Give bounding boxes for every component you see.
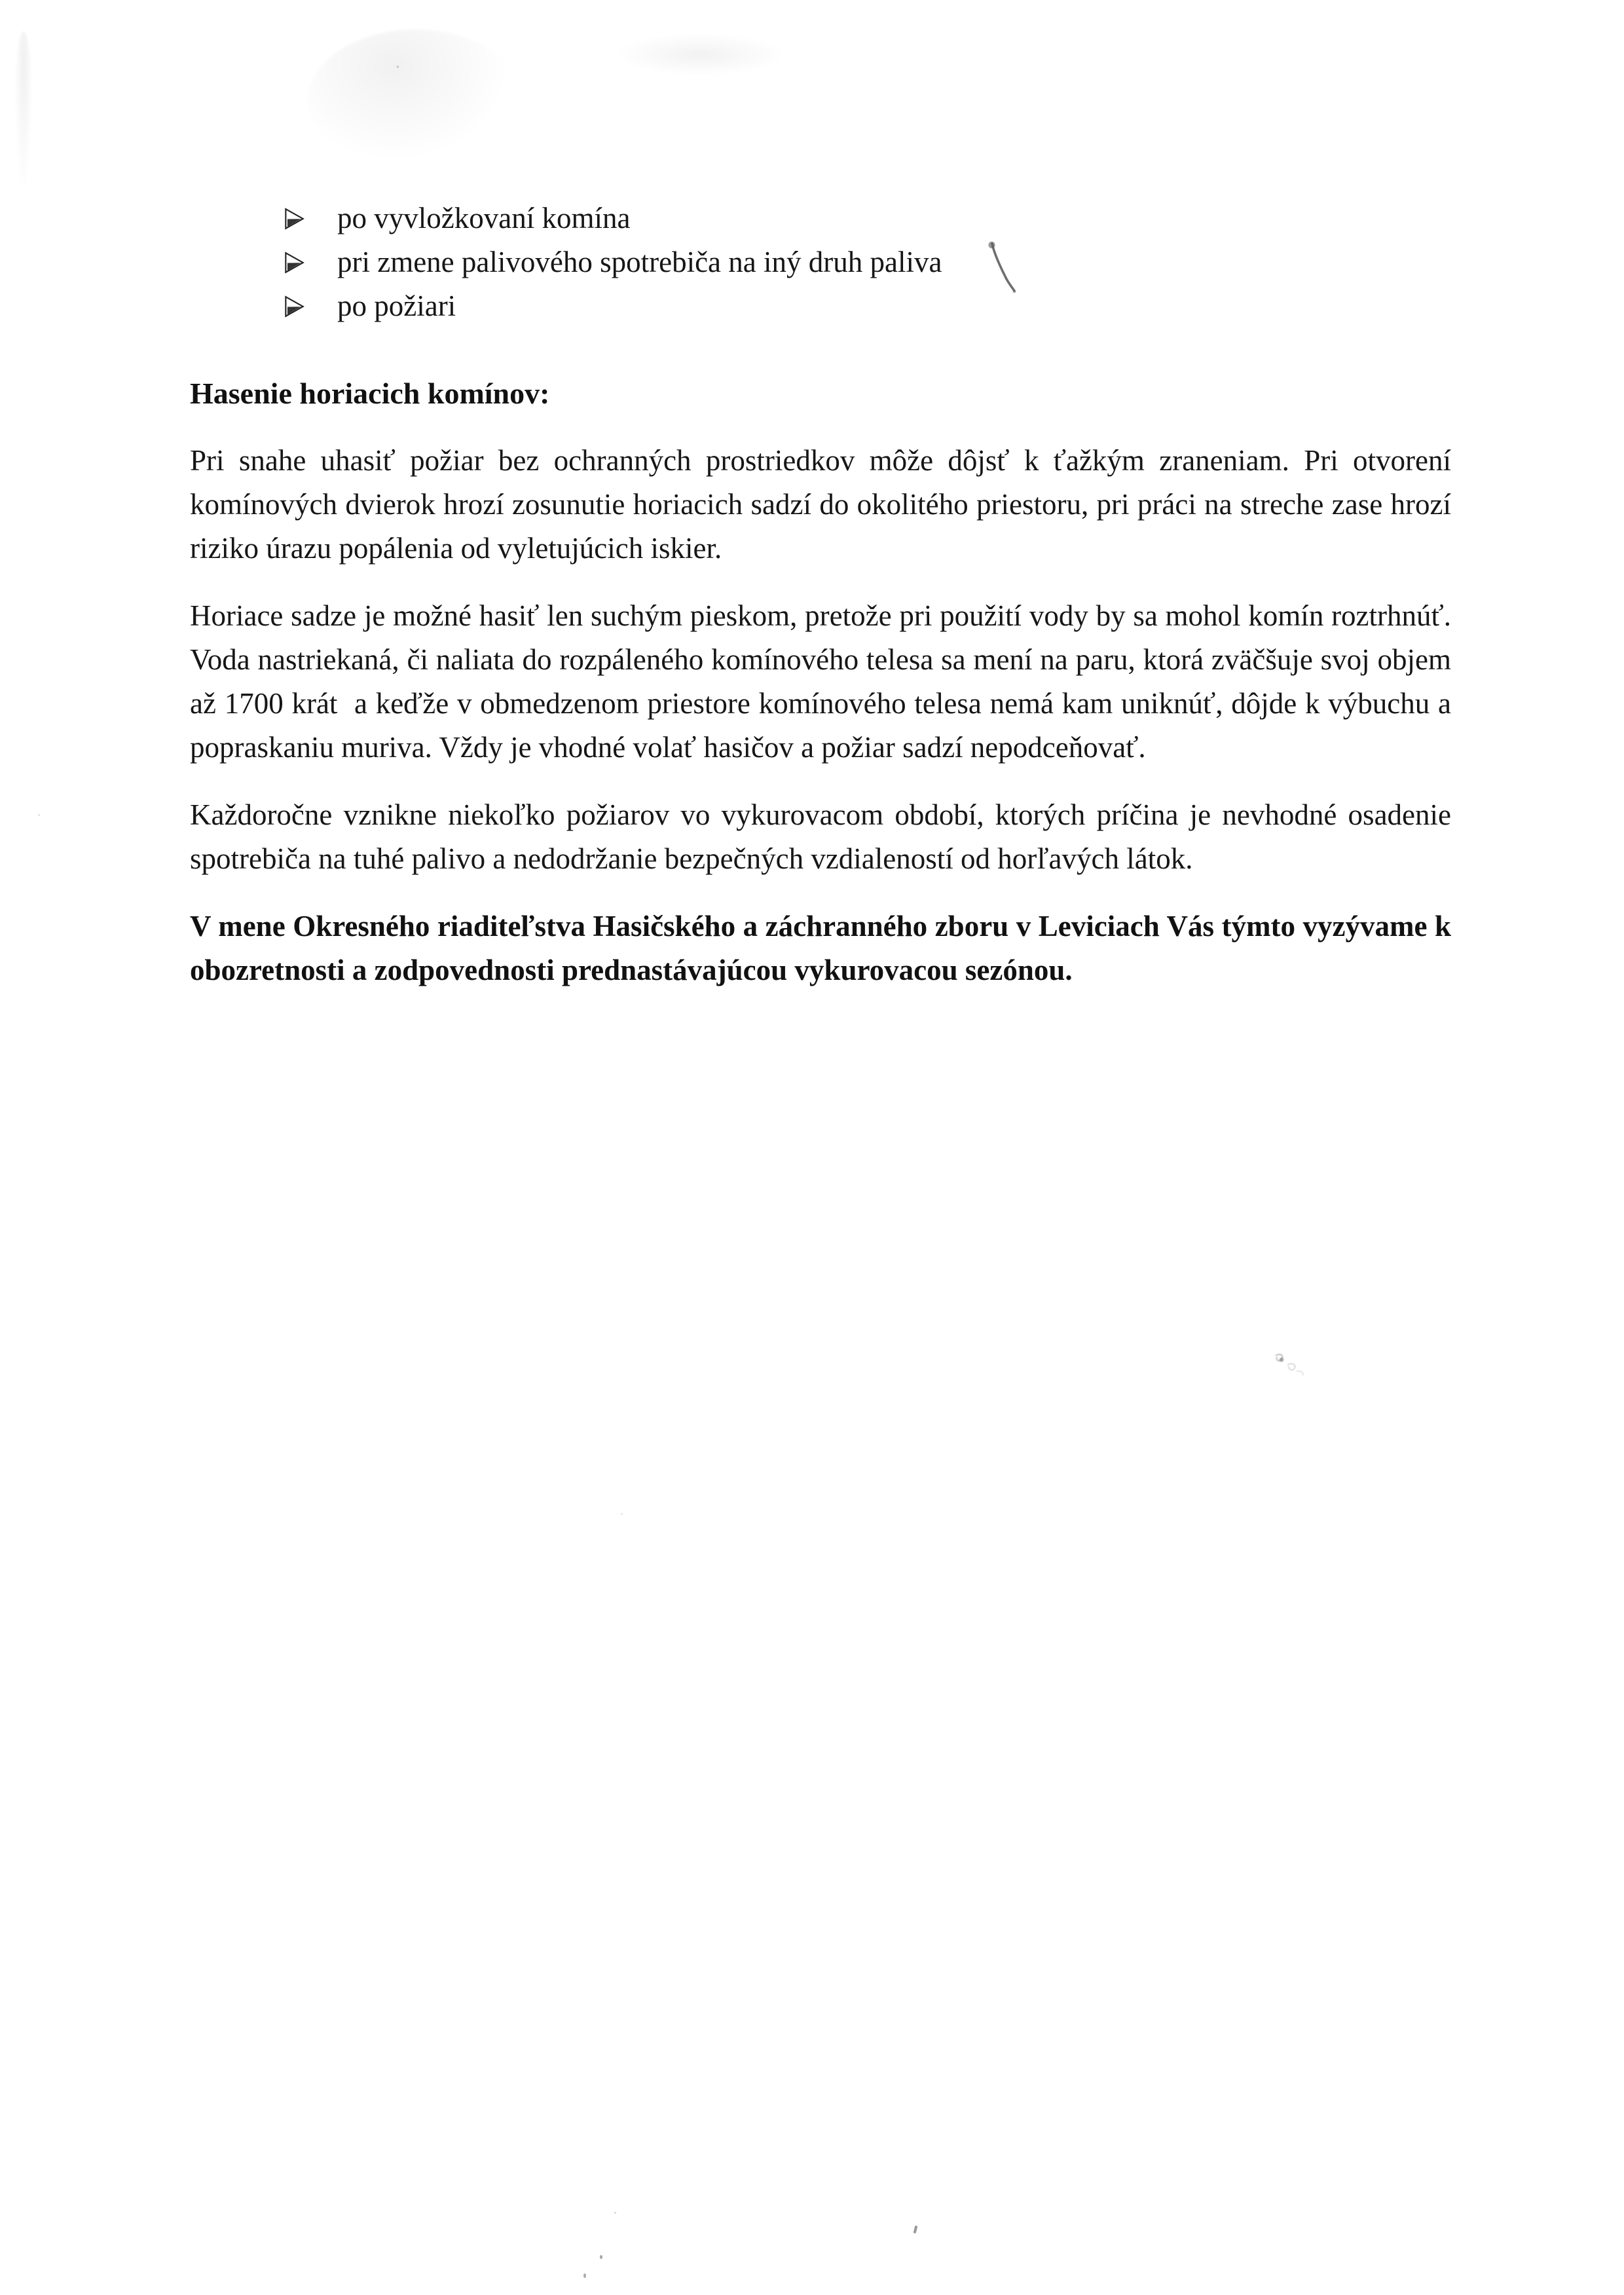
list-item	[282, 240, 1451, 284]
paragraph-2: Horiace sadze je možné hasiť len suchým pieskom, pretože pri použití vody by sa mohol komín roztrhnúť. Voda nastriekaná, či naliata do rozpáleného komínového telesa sa mení na paru, ktorá zväčšuje svoj objem až 1700 krát a keďže v obmedzenom priestore komínového telesa nemá kam uniknúť, dôjde k výbuchu a popraskaniu muriva. Vždy je vhodné volať hasičov a požiar sadzí nepodceňovať.	[190, 599, 1451, 764]
smudge-artifact	[1270, 1348, 1316, 1385]
arrowhead-bullet-icon	[282, 294, 337, 319]
scan-speck	[614, 2212, 616, 2214]
scan-speck	[621, 1513, 623, 1515]
scan-speck	[600, 2255, 602, 2259]
bullet-text: po požiari	[337, 289, 456, 322]
list-item	[282, 196, 1451, 240]
scan-speck	[583, 2273, 586, 2278]
section-heading: Hasenie horiacich komínov:	[190, 377, 550, 410]
paragraph-3: Každoročne vznikne niekoľko požiarov vo vykurovacom období, ktorých príčina je nevhodné osadenie spotrebiča na tuhé palivo a nedodržanie bezpečných vzdialeností od horľavých látok.	[190, 798, 1451, 875]
bullet-text: po vyvložkovaní komína	[337, 202, 631, 234]
arrowhead-bullet-icon	[282, 250, 337, 275]
scan-noise	[14, 31, 33, 195]
bullet-list	[190, 196, 1451, 328]
paragraph-1: Pri snahe uhasiť požiar bez ochranných prostriedkov môže dôjsť k ťažkým zraneniam. Pri otvorení komínových dvierok hrozí zosunutie horiacich sadzí do okolitého priestoru, pri práci na streche zase hrozí riziko úrazu popálenia od vyletujúcich iskier.	[190, 444, 1451, 565]
list-item	[282, 284, 1451, 328]
scan-speck	[38, 814, 40, 816]
scan-speck	[913, 2226, 918, 2234]
closing-paragraph: V mene Okresného riaditeľstva Hasičského a záchranného zboru v Leviciach Vás týmto vyzývame k obozretnosti a zodpovednosti prednastávajúcou vykurovacou sezónou.	[190, 910, 1451, 986]
arrowhead-bullet-icon	[282, 206, 337, 231]
document-content	[190, 0, 1451, 992]
bullet-text: pri zmene palivového spotrebiča na iný druh paliva	[337, 246, 942, 278]
